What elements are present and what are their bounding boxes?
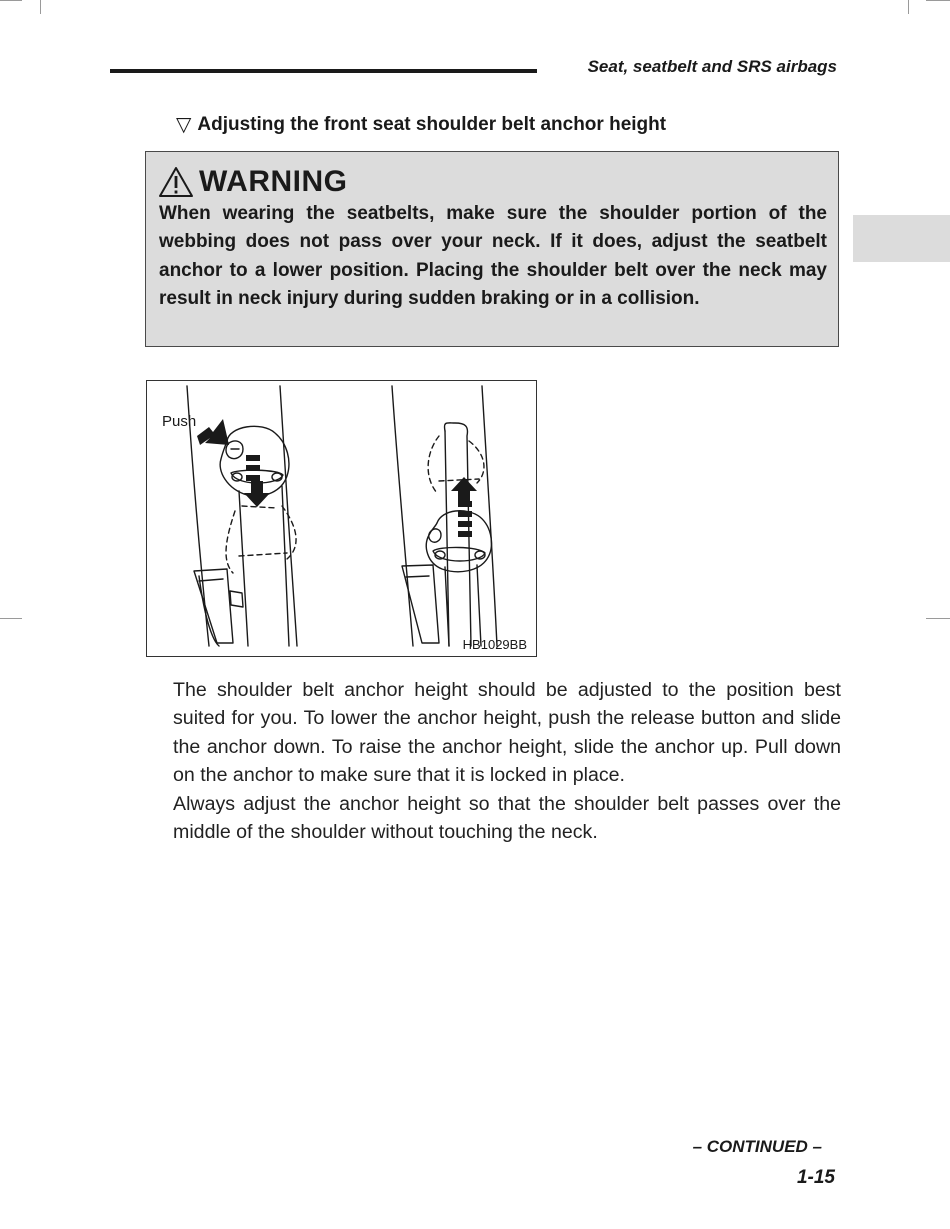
- crop-mark-top-right: [926, 0, 950, 1]
- warning-triangle-icon: [158, 166, 194, 198]
- running-header-title: Seat, seatbelt and SRS airbags: [587, 57, 837, 76]
- belt-anchor-illustration: [146, 380, 537, 657]
- belt-anchor-drawing: [147, 381, 536, 656]
- section-heading: [176, 112, 666, 137]
- body-text: [173, 676, 841, 846]
- chapter-thumb-tab: [853, 215, 950, 262]
- warning-header: [158, 164, 348, 200]
- push-label: Push: [162, 413, 197, 430]
- section-marker-icon: ▽: [176, 114, 192, 136]
- crop-mark-top-right-v: [908, 0, 909, 14]
- body-paragraph-2: Always adjust the anchor height so that the shoulder belt passes over the middle of the shoulder without touching the neck.: [173, 792, 841, 844]
- warning-box: [145, 151, 839, 347]
- crop-mark-mid-left: [0, 618, 22, 619]
- page-number: 1-15: [796, 1167, 835, 1188]
- crop-mark-mid-right: [926, 618, 950, 619]
- header-rule: [110, 69, 537, 73]
- section-heading-text: Adjusting the front seat shoulder belt anchor height: [197, 113, 667, 135]
- continued-label: – CONTINUED –: [692, 1137, 822, 1156]
- warning-text: When wearing the seatbelts, make sure the shoulder portion of the webbing does not pass over your neck. If it does, adjust the seatbelt anchor to a lower position. Placing the shoulder belt over the neck may result in neck injury during sudden braking or in a collision.: [159, 203, 827, 310]
- crop-mark-top-left-v: [40, 0, 41, 14]
- warning-title: WARNING: [199, 165, 348, 198]
- crop-mark-top-left: [0, 0, 22, 1]
- body-paragraph-1: The shoulder belt anchor height should be adjusted to the position best suited for you. To lower the anchor height, push the release button and slide the anchor down. To raise the anchor height, slide the anchor up. Pull down on the anchor to make sure that it is locked in place.: [173, 679, 841, 787]
- figure-code: HB1029BB: [462, 637, 527, 652]
